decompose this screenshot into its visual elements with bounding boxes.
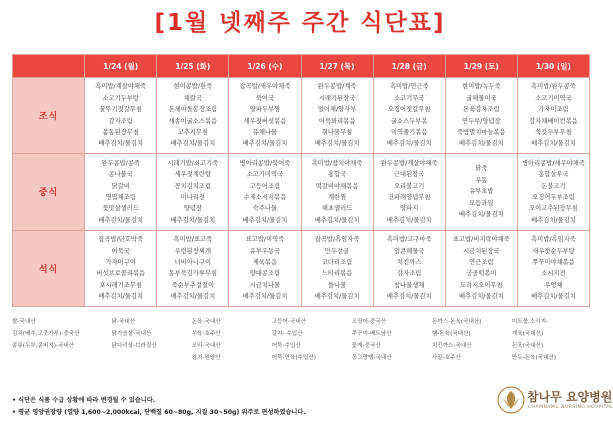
table-corner [13, 55, 85, 78]
menu-item: 잡곡밥/새우야채죽 [239, 83, 291, 91]
origin-line: 닭다리살-브라질산 [111, 343, 157, 349]
menu-item: 채칼국 [183, 94, 202, 102]
menu-item: 어묵국 [111, 247, 130, 255]
menu-cell [445, 154, 517, 230]
menu-item: 우동 [475, 176, 488, 184]
menu-item: 현미콩밥/흰죽 [173, 83, 213, 91]
menu-cell [301, 154, 373, 230]
origin-line: 닭-국내산 [111, 319, 136, 325]
menu-item: 배추김치/물김치 [314, 140, 360, 148]
origin-line: 오리-국내산 [191, 343, 221, 349]
origin-column [190, 316, 270, 388]
menu-cell [157, 154, 229, 230]
menu-item: 느타리볶음 [321, 270, 353, 278]
origin-line: 미트볼,소시지- [511, 319, 549, 325]
origin-column [430, 316, 510, 388]
menu-item: 소시지전 [541, 270, 566, 278]
menu-item: 소고기두부탕 [102, 94, 139, 102]
note-line: • 평균 영양권장량 (열량 1,600~2,000kcal, 단백질 60~80g, 지질 30~50g) 위주로 편성하였습니다. [12, 409, 306, 416]
origin-line: 동그랑땡-국내산 [351, 355, 392, 361]
menu-item: 흑미밥/완두콩죽 [531, 83, 576, 91]
menu-item: 배추김치/물김치 [170, 216, 216, 224]
origin-line: 오징어-중국산 [351, 319, 387, 325]
menu-cell [229, 230, 301, 306]
menu-item: 병아리콩밥/새우야채죽 [521, 159, 585, 167]
menu-item: 고등어조림 [249, 182, 281, 190]
menu-item: 소고기미역국 [246, 171, 284, 179]
menu-item: 북어국 [255, 94, 275, 102]
menu-item: 연두부/양념장 [462, 117, 501, 125]
origin-column [12, 316, 110, 388]
menu-item: 배추김치/물김치 [242, 216, 288, 224]
menu-cell [373, 154, 445, 230]
day-header: 1/28 (금) [373, 55, 445, 78]
menu-item: 코다리조림 [321, 258, 353, 266]
menu-item: 시래기된장국 [318, 94, 356, 102]
menu-item: 감자채베이컨볶음 [529, 117, 578, 125]
menu-item: 너비아니구이 [174, 258, 212, 266]
menu-item: 만두전골 [324, 247, 350, 255]
menu-item: 흑미밥/고구마죽 [386, 236, 432, 244]
origin-column [270, 316, 350, 388]
menu-item: 치킨까스 [397, 258, 422, 266]
meal-label: 석식 [13, 230, 85, 306]
menu-item: 닭갈비 [111, 182, 130, 190]
menu-item: 유부초밥 [469, 188, 494, 196]
menu-item: 쭈꾸미야채볶음 [532, 258, 575, 266]
menu-item: 배추김치/물김치 [386, 140, 432, 148]
menu-item: 동부묵김가루무침 [168, 270, 218, 278]
origin-line: 계육(국내산) [511, 331, 544, 337]
menu-item: 죽방멸치마늘볶음 [456, 129, 506, 137]
menu-item: 현미밥/녹두죽 [462, 83, 501, 91]
meal-row [13, 78, 590, 154]
menu-item: 오리불고기 [393, 182, 425, 190]
menu-item: 배추김치/물김치 [242, 293, 288, 301]
menu-item: 돈불고기 [541, 182, 566, 190]
menu-item: 배추김치/물김치 [98, 216, 144, 224]
origin-line: 어묵-수입산 [271, 343, 301, 349]
menu-cell [445, 78, 517, 154]
menu-item: 배추김치/물김치 [386, 293, 432, 301]
menu-item: 잡곡밥/흑임자죽 [314, 236, 360, 244]
menu-item: 우렁된장찌개 [174, 247, 212, 255]
meal-row [13, 230, 590, 306]
menu-item: 흑미밥/연근죽 [389, 83, 429, 91]
menu-item: 유채나물 [252, 129, 278, 137]
menu-item: 흑미밥/흑임자죽 [531, 236, 576, 244]
menu-item: 배추김치/물김치 [170, 293, 216, 301]
origin-line: 꽃게-중국산 [351, 343, 381, 349]
menu-item: 취나물무침 [321, 129, 353, 137]
note-line: • 식단은 식품 수급 상황에 따라 변경될 수 있습니다. [12, 397, 156, 404]
page-title: [1월 넷째주 주간 식단표] [154, 10, 446, 36]
menu-item: 흑미밥/계살야채죽 [95, 83, 147, 91]
menu-item: 배추김치/물김치 [314, 293, 360, 301]
menu-item: 배추김치/물김치 [531, 216, 576, 224]
menu-item: 새우젓계란탕 [174, 171, 212, 179]
menu-item: 양념장 [183, 205, 202, 213]
menu-item: 오이고추된장무침 [529, 205, 578, 213]
origin-line: 우육-호주산 [191, 331, 221, 337]
menu-cell [229, 78, 301, 154]
menu-item: 잡곡밥/단호박죽 [98, 236, 144, 244]
menu-item: 소고기무국 [393, 94, 425, 102]
menu-item: 명엽채조림 [105, 193, 136, 201]
origin-line: 참치-원양산 [191, 355, 221, 361]
menu-item: 흑미밥/참치야채죽 [311, 159, 363, 167]
hospital-logo [497, 382, 613, 422]
menu-item: 얼어채/양사부 [317, 106, 357, 114]
weekly-menu-table [12, 54, 590, 307]
menu-item: 고추지무침 [177, 129, 209, 137]
menu-item: 소고기미역국 [535, 94, 572, 102]
menu-item: 얼큰해물국 [393, 247, 425, 255]
menu-cell [517, 230, 589, 306]
menu-item: 포시래기조무침 [99, 281, 142, 289]
origin-info [12, 316, 590, 388]
menu-item: 감자조림 [108, 117, 133, 125]
menu-item: 병아리콩밥/북어죽 [239, 159, 291, 167]
menu-item: 돈육감자조림 [463, 106, 500, 114]
menu-item: 오징어두부조림 [532, 193, 575, 201]
menu-cell [373, 78, 445, 154]
menu-cell [85, 154, 157, 230]
origin-line: 콩류(두부,콩비지)-국내산 [12, 343, 75, 349]
menu-cell [157, 78, 229, 154]
hospital-name: 참나무 요양병원 [527, 390, 613, 404]
menu-item: 표고밥/미역죽 [245, 236, 285, 244]
menu-item: 양파지 [400, 205, 419, 213]
menu-item: 완두콩밥/콩죽 [101, 159, 140, 167]
menu-item: 봄동된장무침 [102, 129, 139, 137]
origin-line: 햄-돈육(국내산) [431, 331, 471, 337]
menu-cell [85, 230, 157, 306]
origin-column [350, 316, 430, 388]
hospital-subtitle: CHAMNAMU NURSING HOSPITAL [528, 405, 613, 410]
menu-item: 돈체야돌봉장조림 [168, 106, 218, 114]
menu-item: 계란찜 [327, 193, 347, 201]
origin-line: 사골-호주산 [431, 355, 461, 361]
menu-item: 떡갈비야채볶음 [315, 182, 359, 190]
menu-item: 가자미구이 [105, 258, 136, 266]
origin-line: 치킨까스-국내산 [431, 343, 472, 349]
menu-item: 시래기밥/쇠고기죽 [167, 159, 219, 167]
menu-item: 배추김치/물김치 [242, 140, 288, 148]
menu-item: 해초샐러드 [321, 205, 353, 213]
day-header-row [13, 55, 590, 78]
day-header: 1/24 (월) [85, 55, 157, 78]
menu-cell [517, 154, 589, 230]
origin-line: 고등어-국내산 [271, 319, 307, 325]
menu-item: 배추김치/물김치 [314, 216, 360, 224]
day-header: 1/29 (토) [445, 55, 517, 78]
origin-line: 어묵-연육(수입산) [271, 355, 316, 361]
meal-row [13, 154, 590, 230]
menu-item: 궁중떡볶이 [466, 270, 497, 278]
menu-cell [301, 78, 373, 154]
menu-item: 콩나물국 [108, 171, 133, 179]
origin-line: 김치(배추,고춧가루)-중국산 [12, 331, 80, 337]
menu-item: 모듬과일 [469, 199, 494, 207]
menu-item: 우엉채 [544, 281, 563, 289]
menu-item: 배추김치/물김치 [98, 293, 144, 301]
menu-item: 미역줄기볶음 [390, 129, 428, 137]
menu-item: 배추김치/물김치 [170, 140, 216, 148]
menu-item: 완두콩밥/계죽 [317, 83, 357, 91]
origin-line: 갈치- 수입산 [271, 331, 303, 337]
origin-column [110, 316, 190, 388]
day-header: 1/25 (화) [157, 55, 229, 78]
meal-label: 조식 [13, 78, 85, 154]
menu-item: 배추김치/물김치 [458, 140, 504, 148]
oak-leaf-icon [497, 386, 525, 414]
origin-line: 돈육(국내산) [511, 343, 544, 349]
menu-cell [301, 230, 373, 306]
origin-line: 돈까스-돈육(국내산) [431, 319, 482, 325]
menu-item: 흑미밥/표고죽 [173, 236, 213, 244]
menu-item: 버섯브로콜리볶음 [96, 270, 146, 278]
origin-line: 쭈꾸미-베트남산 [351, 331, 392, 337]
origin-line: 돈육-국내산 [191, 319, 221, 325]
menu-cell [517, 78, 589, 154]
menu-item: 제육볶음 [252, 258, 278, 266]
menu-cell [85, 78, 157, 154]
menu-item: 배추김치/물김치 [458, 293, 504, 301]
menu-item: 참나물생채 [393, 281, 425, 289]
menu-item: 돌나물 [327, 281, 347, 289]
menu-item: 쑥갓두부무침 [535, 129, 572, 137]
menu-item: 꽃맛살샐러드 [102, 205, 139, 213]
menu-item: 어묵꽈리볶음 [318, 117, 356, 125]
menu-item: 미나리전 [180, 193, 205, 201]
menu-item: 감자조림 [397, 270, 422, 278]
menu-item: 도라지오이무침 [460, 281, 503, 289]
meal-label: 중식 [13, 154, 85, 230]
day-header: 1/27 (목) [301, 55, 373, 78]
menu-item: 유부우동국 [249, 247, 281, 255]
menu-item: 건파래양념무침 [387, 193, 431, 201]
menu-item: 배추김치/물김치 [98, 140, 144, 148]
menu-item: 꿀뚜기젓갈무침 [99, 106, 142, 114]
notes [12, 395, 472, 419]
menu-item: 수제소시지볶음 [243, 193, 287, 201]
menu-item: 배추김치/물김치 [386, 216, 432, 224]
origin-line: 쌀-국내산 [12, 319, 36, 325]
menu-item: 홍합살무국 [538, 171, 569, 179]
menu-item: 근대된장국 [393, 171, 425, 179]
menu-item: 숙주나물 [252, 205, 278, 213]
menu-item: 시금치된장국 [463, 247, 500, 255]
menu-item: 홍합국 [327, 171, 347, 179]
menu-item: 닭죽 [475, 165, 488, 173]
day-header: 1/30 (일) [517, 55, 589, 78]
menu-item: 새우젓순두부탕 [532, 247, 575, 255]
menu-item: 배추김치/물김치 [531, 140, 576, 148]
menu-item: 연근조림 [469, 258, 494, 266]
menu-item: 가자미조림 [538, 106, 569, 114]
origin-line: 닭가슴살-국내산 [111, 331, 152, 337]
menu-item: 오징어젓갈무침 [387, 106, 431, 114]
menu-item: 꽁치김치조림 [174, 182, 212, 190]
menu-cell [373, 230, 445, 306]
menu-item: 완두콩밥/계살야채죽 [380, 159, 438, 167]
menu-item: 양대콩조림 [249, 270, 281, 278]
menu-item: 새우젓버섯볶음 [243, 117, 287, 125]
menu-item: 표고밥/버지락야채죽 [452, 236, 510, 244]
menu-item: 배추김치/물김치 [531, 293, 576, 301]
origin-line: 만두-돈육(국내산) [511, 355, 557, 361]
origin-column [510, 316, 590, 388]
menu-item: 죽순부추겉절이 [171, 281, 215, 289]
day-header: 1/26 (수) [229, 55, 301, 78]
menu-item: 시금치나물 [249, 281, 281, 289]
menu-cell [157, 230, 229, 306]
menu-item: 양파두부찜 [249, 106, 281, 114]
menu-item: 굴소스두부볶 [390, 117, 428, 125]
menu-item: 배추김치/물김치 [458, 211, 504, 219]
menu-item: 굴해물미국 [466, 94, 497, 102]
menu-item: 새송이굴소스볶음 [168, 117, 218, 125]
menu-cell [229, 154, 301, 230]
menu-cell [445, 230, 517, 306]
